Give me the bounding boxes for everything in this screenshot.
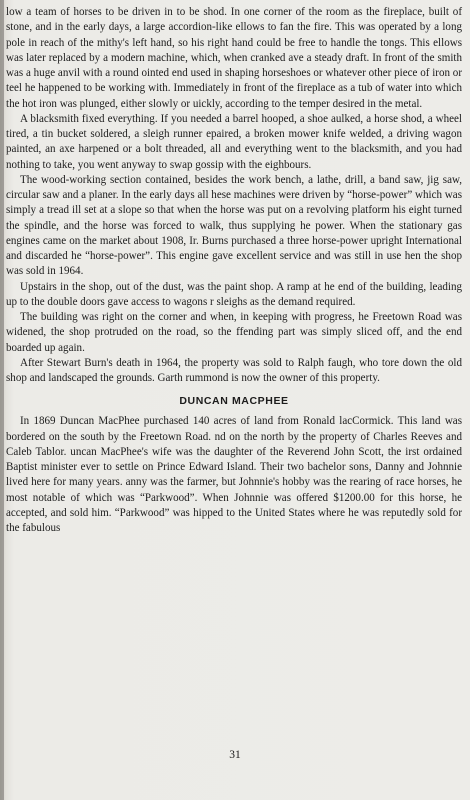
- paragraph-building-corner: The building was right on the corner and when, in keeping with progress, he Freetown Road was widened, the shop protruded on the road, so the ffending part was simply sliced off, and the end boarded up again.: [6, 311, 462, 354]
- paragraph-blacksmith-shop-description: low a team of horses to be driven in to be shod. In one corner of the room as the fireplace, built of stone, and in the early days, a large accordion-like ellows to fan the fire. This was operated by a long pole in reach of the mithy's left hand, so his right hand could be free to handle the tongs. This ellows was later replaced by a modern machine, which, when cranked ave a steady draft. In front of the smith was a huge anvil with a round ointed end used in shaping horseshoes or whatever other piece of iron or teel he happened to be working with. Immediately in front of the fireplace as a tub of water into which the hot iron was plunged, either slowly or uickly, according to the temper desired in the metal.: [6, 6, 462, 110]
- paragraph-duncan-macphee: In 1869 Duncan MacPhee purchased 140 acres of land from Ronald lacCormick. This land was bordered on the south by the Freetown Road. nd on the north by the property of Charles Reeves and Caleb Tablor. uncan MacPhee's wife was the daughter of the Reverend John Scott, the irst ordained Baptist minister ever to settle on Prince Edward Island. Their two bachelor sons, Danny and Johnnie lived here for many years. anny was the farmer, but Johnnie's hobby was the rearing of race horses, he most notable of which was “Parkwood”. When Johnnie was offered $1200.00 for this horse, he accepted, and sold him. “Parkwood” was hipped to the United States where he was reputedly sold for the fabulous: [6, 415, 462, 534]
- page-number: 31: [229, 749, 241, 761]
- paragraph-wood-working-section: The wood-working section contained, besides the work bench, a lathe, drill, a band saw, jig saw, circular saw and a planer. In the early days all hese machines were driven by “horse-power” which was simply a tread ill set at a slope so that when the horse was put on a revolving platform his eight turned the spindle, and the horse was forced to walk, thus supplying he power. When the stationary gas engines came on the market about 1908, Ir. Burns purchased a three horse-power upright International and discarded he “horse-power”. This engine gave excellent service and was still in use hen the shop was sold in 1964.: [6, 173, 462, 278]
- page-gutter-shadow: [0, 0, 4, 800]
- paragraph-blacksmith-fixed-everything: A blacksmith fixed everything. If you needed a barrel hooped, a shoe aulked, a horse shod, a wheel tired, a tin bucket soldered, a sleigh runner epaired, a broken mower knife welded, a driving wagon painted, an axe harpened or a bolt threaded, all and everything went to the blacksmith, and you had nothing to take, you went anyway to swap gossip with the eighbours.: [6, 112, 462, 171]
- paragraph-paint-shop: Upstairs in the shop, out of the dust, was the paint shop. A ramp at he end of the building, leading up to the double doors gave access to wagons r sleighs as the demand required.: [6, 280, 462, 308]
- page-text-column: [6, 5, 462, 536]
- section-heading: DUNCAN MACPHEE: [179, 395, 289, 408]
- paragraph-property-sold: After Stewart Burn's death in 1964, the property was sold to Ralph faugh, who tore down the old shop and landscaped the grounds. Garth rummond is now the owner of this property.: [6, 356, 462, 384]
